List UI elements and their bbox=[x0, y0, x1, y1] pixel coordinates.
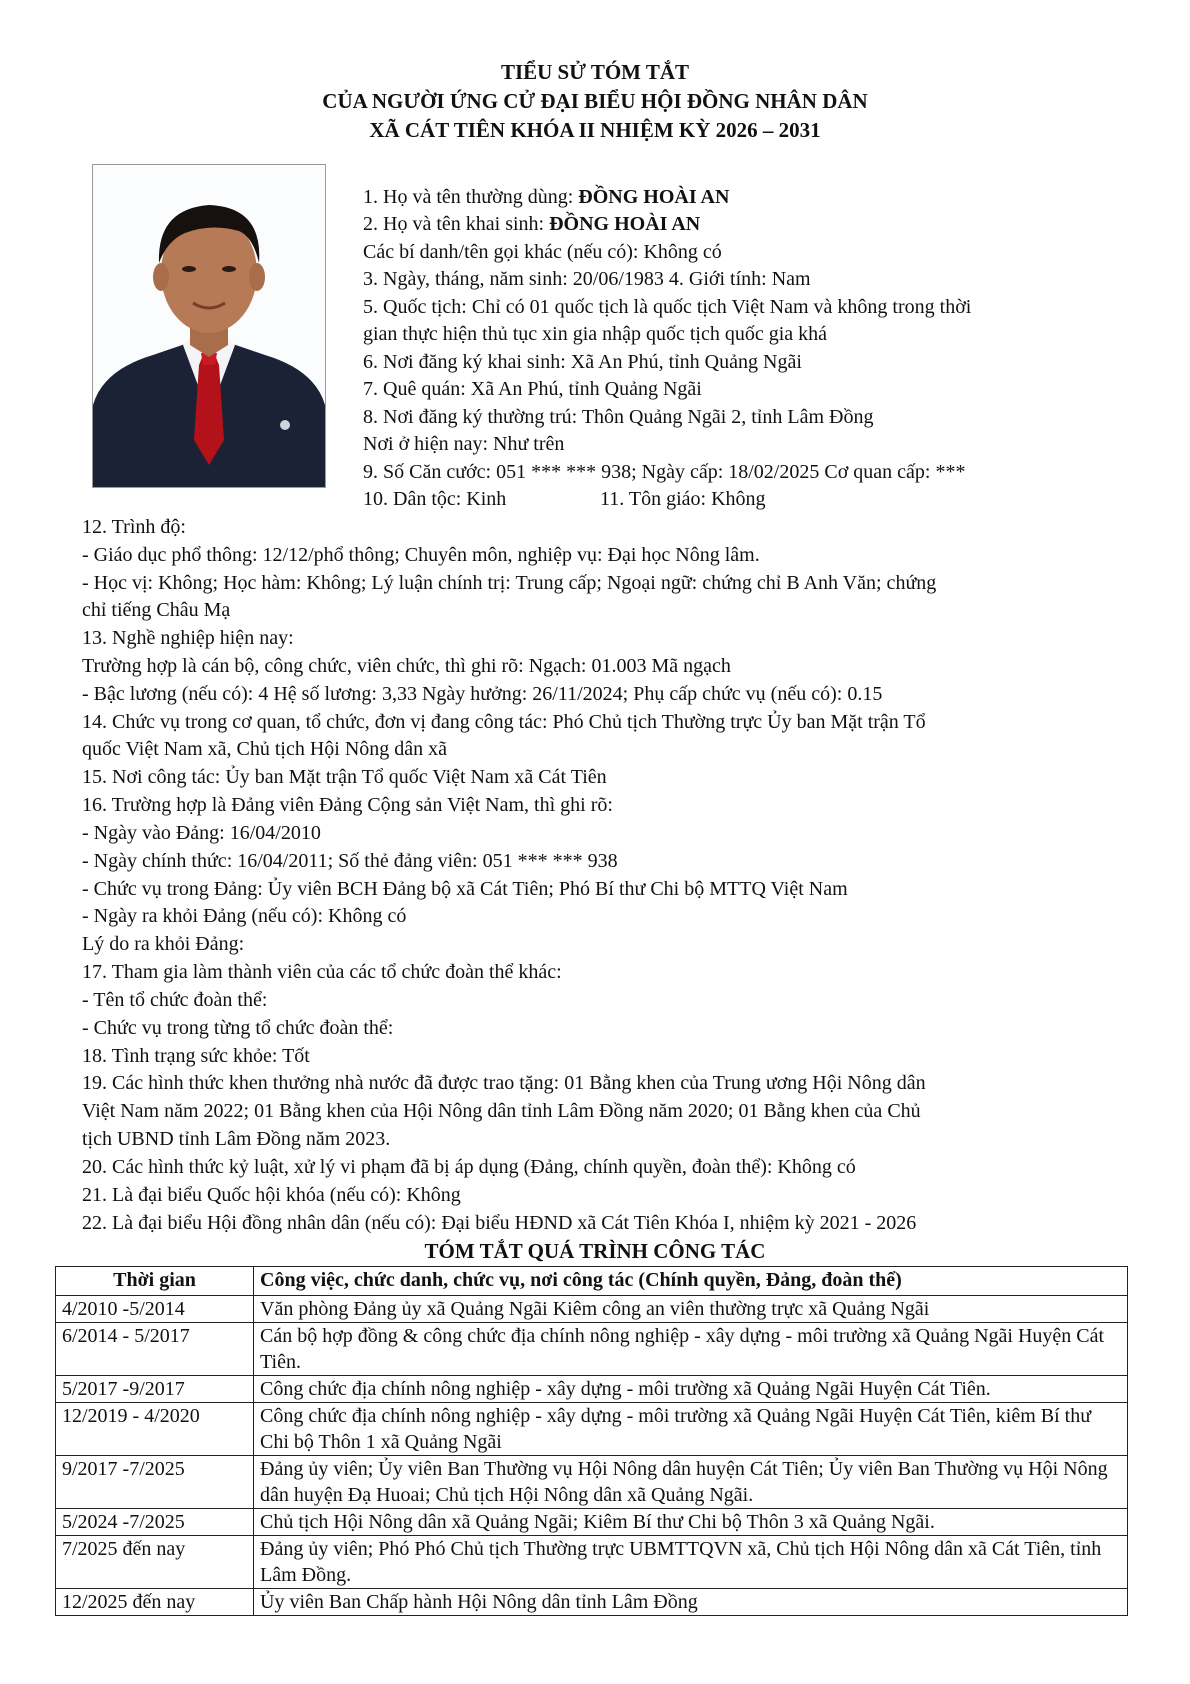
detail-line: chỉ tiếng Châu Mạ bbox=[82, 599, 231, 621]
field-permanent-address: 8. Nơi đăng ký thường trú: Thôn Quảng Ngãi 2, tỉnh Lâm Đồng bbox=[363, 406, 874, 428]
detail-line: - Chức vụ trong Đảng: Ủy viên BCH Đảng bộ xã Cát Tiên; Phó Bí thư Chi bộ MTTQ Việt Nam bbox=[82, 878, 848, 900]
detail-line: 17. Tham gia làm thành viên của các tổ chức đoàn thể khác: bbox=[82, 961, 562, 983]
detail-line: - Tên tổ chức đoàn thể: bbox=[82, 989, 268, 1011]
cell-time: 9/2017 -7/2025 bbox=[56, 1456, 254, 1509]
detail-line: 20. Các hình thức kỷ luật, xử lý vi phạm đã bị áp dụng (Đảng, chính quyền, đoàn thể): Không có bbox=[82, 1156, 856, 1178]
field-common-name bbox=[363, 184, 729, 211]
detail-line: 18. Tình trạng sức khỏe: Tốt bbox=[82, 1045, 310, 1067]
detail-line: tịch UBND tỉnh Lâm Đồng năm 2023. bbox=[82, 1128, 391, 1150]
field-ethnicity: 10. Dân tộc: Kinh bbox=[363, 488, 507, 510]
detail-line: - Chức vụ trong từng tổ chức đoàn thể: bbox=[82, 1017, 394, 1039]
portrait-photo bbox=[92, 164, 326, 488]
table-row bbox=[56, 1296, 1128, 1323]
table-row bbox=[56, 1456, 1128, 1509]
cell-job: Đảng ủy viên; Ủy viên Ban Thường vụ Hội Nông dân huyện Cát Tiên; Ủy viên Ban Thường vụ Hội Nông dân huyện Đạ Huoai; Chủ tịch Hội Nông dân xã Quảng Ngãi. bbox=[254, 1456, 1128, 1509]
doc-title: TIỂU SỬ TÓM TẮT bbox=[500, 60, 690, 84]
field-nationality: 5. Quốc tịch: Chỉ có 01 quốc tịch là quốc tịch Việt Nam và không trong thời bbox=[363, 296, 972, 318]
detail-line: - Ngày chính thức: 16/04/2011; Số thẻ đảng viên: 051 *** *** 938 bbox=[82, 850, 618, 872]
cell-time: 5/2024 -7/2025 bbox=[56, 1509, 254, 1536]
detail-line: Trường hợp là cán bộ, công chức, viên chức, thì ghi rõ: Ngạch: 01.003 Mã ngạch bbox=[82, 655, 731, 677]
detail-line: quốc Việt Nam xã, Chủ tịch Hội Nông dân xã bbox=[82, 738, 448, 760]
table-row bbox=[56, 1323, 1128, 1376]
detail-line: 16. Trường hợp là Đảng viên Đảng Cộng sản Việt Nam, thì ghi rõ: bbox=[82, 794, 613, 816]
field-hometown: 7. Quê quán: Xã An Phú, tỉnh Quảng Ngãi bbox=[363, 378, 702, 400]
detail-line: - Ngày vào Đảng: 16/04/2010 bbox=[82, 822, 321, 844]
doc-term: XÃ CÁT TIÊN KHÓA II NHIỆM KỲ 2026 – 2031 bbox=[369, 118, 821, 142]
doc-subtitle: CỦA NGƯỜI ỨNG CỬ ĐẠI BIỂU HỘI ĐỒNG NHÂN DÂN bbox=[322, 89, 868, 113]
cell-job: Đảng ủy viên; Phó Phó Chủ tịch Thường trực UBMTTQVN xã, Chủ tịch Hội Nông dân xã Cát Tiên, tỉnh Lâm Đồng. bbox=[254, 1536, 1128, 1589]
detail-line: - Giáo dục phổ thông: 12/12/phổ thông; Chuyên môn, nghiệp vụ: Đại học Nông lâm. bbox=[82, 544, 760, 566]
field-religion: 11. Tôn giáo: Không bbox=[600, 488, 766, 510]
cell-job: Văn phòng Đảng ủy xã Quảng Ngãi Kiêm công an viên thường trực xã Quảng Ngãi bbox=[254, 1296, 1128, 1323]
col-header-job: Công việc, chức danh, chức vụ, nơi công tác (Chính quyền, Đảng, đoàn thể) bbox=[254, 1267, 1128, 1296]
field-common-name-value: ĐỒNG HOÀI AN bbox=[578, 186, 730, 208]
detail-line: Việt Nam năm 2022; 01 Bằng khen của Hội Nông dân tỉnh Lâm Đồng năm 2020; 01 Bằng khen của Chủ bbox=[82, 1100, 921, 1122]
field-common-name-label: 1. Họ và tên thường dùng: bbox=[363, 186, 579, 208]
table-row bbox=[56, 1589, 1128, 1616]
cell-job: Chủ tịch Hội Nông dân xã Quảng Ngãi; Kiêm Bí thư Chi bộ Thôn 3 xã Quảng Ngãi. bbox=[254, 1509, 1128, 1536]
detail-line: Lý do ra khỏi Đảng: bbox=[82, 933, 245, 955]
field-birth-name bbox=[363, 211, 700, 238]
cell-job: Ủy viên Ban Chấp hành Hội Nông dân tỉnh Lâm Đồng bbox=[254, 1589, 1128, 1616]
table-header-row bbox=[56, 1267, 1128, 1296]
detail-line: 21. Là đại biểu Quốc hội khóa (nếu có): Không bbox=[82, 1184, 461, 1206]
detail-line: - Bậc lương (nếu có): 4 Hệ số lương: 3,33 Ngày hưởng: 26/11/2024; Phụ cấp chức vụ (nếu có): 0.15 bbox=[82, 683, 883, 705]
cell-job: Công chức địa chính nông nghiệp - xây dựng - môi trường xã Quảng Ngãi Huyện Cát Tiên. bbox=[254, 1376, 1128, 1403]
cell-time: 6/2014 - 5/2017 bbox=[56, 1323, 254, 1376]
cell-time: 12/2025 đến nay bbox=[56, 1589, 254, 1616]
field-birth-name-label: 2. Họ và tên khai sinh: bbox=[363, 213, 550, 235]
field-nationality-cont: gian thực hiện thủ tục xin gia nhập quốc tịch quốc gia khá bbox=[363, 323, 828, 345]
detail-line: 14. Chức vụ trong cơ quan, tổ chức, đơn vị đang công tác: Phó Chủ tịch Thường trực Ủy ban Mặt trận Tổ bbox=[82, 711, 926, 733]
cell-job: Công chức địa chính nông nghiệp - xây dựng - môi trường xã Quảng Ngãi Huyện Cát Tiên, kiêm Bí thư Chi bộ Thôn 1 xã Quảng Ngãi bbox=[254, 1403, 1128, 1456]
detail-line: 13. Nghề nghiệp hiện nay: bbox=[82, 627, 294, 649]
cell-time: 4/2010 -5/2014 bbox=[56, 1296, 254, 1323]
field-birth-name-value: ĐỒNG HOÀI AN bbox=[549, 213, 701, 235]
table-row bbox=[56, 1403, 1128, 1456]
col-header-time: Thời gian bbox=[56, 1267, 254, 1296]
field-id-card: 9. Số Căn cước: 051 *** *** 938; Ngày cấp: 18/02/2025 Cơ quan cấp: *** bbox=[363, 461, 966, 483]
detail-line: - Ngày ra khỏi Đảng (nếu có): Không có bbox=[82, 905, 407, 927]
cell-time: 12/2019 - 4/2020 bbox=[56, 1403, 254, 1456]
detail-line: 19. Các hình thức khen thưởng nhà nước đã được trao tặng: 01 Bằng khen của Trung ương Hội Nông dân bbox=[82, 1072, 926, 1094]
cell-time: 5/2017 -9/2017 bbox=[56, 1376, 254, 1403]
work-history-table bbox=[55, 1266, 1128, 1616]
field-alias: Các bí danh/tên gọi khác (nếu có): Không có bbox=[363, 241, 722, 263]
detail-line: 15. Nơi công tác: Ủy ban Mặt trận Tổ quốc Việt Nam xã Cát Tiên bbox=[82, 766, 607, 788]
field-current-residence: Nơi ở hiện nay: Như trên bbox=[363, 433, 565, 455]
table-row bbox=[56, 1376, 1128, 1403]
cell-time: 7/2025 đến nay bbox=[56, 1536, 254, 1589]
portrait-image bbox=[93, 165, 325, 487]
field-birth-registration: 6. Nơi đăng ký khai sinh: Xã An Phú, tỉnh Quảng Ngãi bbox=[363, 351, 802, 373]
detail-line: 12. Trình độ: bbox=[82, 516, 186, 538]
field-dob-gender: 3. Ngày, tháng, năm sinh: 20/06/1983 4. Giới tính: Nam bbox=[363, 268, 811, 290]
cell-job: Cán bộ hợp đồng & công chức địa chính nông nghiệp - xây dựng - môi trường xã Quảng Ngãi Huyện Cát Tiên. bbox=[254, 1323, 1128, 1376]
table-row bbox=[56, 1509, 1128, 1536]
detail-line: 22. Là đại biểu Hội đồng nhân dân (nếu có): Đại biểu HĐND xã Cát Tiên Khóa I, nhiệm kỳ 2021 - 2026 bbox=[82, 1212, 917, 1234]
work-history-title: TÓM TẮT QUÁ TRÌNH CÔNG TÁC bbox=[424, 1239, 766, 1263]
table-row bbox=[56, 1536, 1128, 1589]
detail-line: - Học vị: Không; Học hàm: Không; Lý luận chính trị: Trung cấp; Ngoại ngữ: chứng chỉ B Anh Văn; chứng bbox=[82, 572, 937, 594]
